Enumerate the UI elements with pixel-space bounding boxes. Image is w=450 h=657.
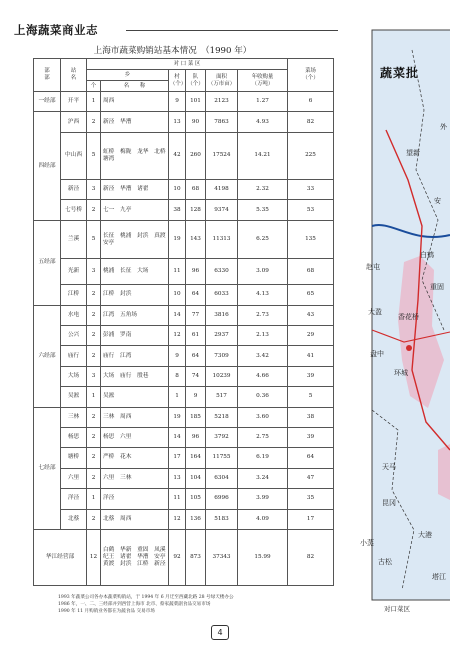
table-row (34, 407, 334, 427)
yield-cell: 4.66 (238, 366, 288, 386)
field-cell: 82 (288, 529, 334, 585)
village-cell: 9 (169, 92, 186, 112)
yield-cell: 4.09 (238, 509, 288, 529)
station-cell: 光新 (61, 259, 87, 285)
village-cell: 19 (169, 407, 186, 427)
book-title: 上海蔬菜商业志 (14, 23, 98, 37)
area-cell: 5218 (206, 407, 238, 427)
yield-cell: 6.25 (238, 220, 288, 259)
footnote: 1986 年，一、二、三经部并到西营上海市 北市、蔡家蔬菜副食品交易市场 (58, 602, 211, 608)
station-cell: 北蔡 (61, 509, 87, 529)
station-cell: 杨思 (61, 427, 87, 447)
col-xiang-header: 乡 (87, 70, 169, 81)
team-cell: 185 (186, 407, 206, 427)
station-cell: 庙行 (61, 346, 87, 366)
area-cell: 3792 (206, 427, 238, 447)
field-cell: 225 (288, 132, 334, 179)
team-cell: 164 (186, 448, 206, 468)
col-xiang-name-header: 名 称 (101, 81, 169, 92)
village-cell: 13 (169, 112, 186, 132)
village-cell: 10 (169, 285, 186, 305)
team-cell: 77 (186, 305, 206, 325)
area-cell: 2123 (206, 92, 238, 112)
yield-cell: 2.75 (238, 427, 288, 447)
station-cell: 中山西 (61, 132, 87, 179)
xiang-count-cell: 2 (87, 326, 101, 346)
xiang-count-cell: 12 (87, 529, 101, 585)
table-row (34, 529, 334, 585)
yield-cell: 3.60 (238, 407, 288, 427)
field-cell: 17 (288, 509, 334, 529)
xiang-count-cell: 1 (87, 489, 101, 509)
village-cell: 11 (169, 489, 186, 509)
area-cell: 9374 (206, 200, 238, 220)
table-row (34, 468, 334, 488)
village-cell: 9 (169, 346, 186, 366)
xiang-names-cell: 严桥 花木 (101, 448, 169, 468)
field-cell: 53 (288, 200, 334, 220)
xiang-names-cell: 虹桥 梅陇 龙华 北桥 塘湾 (101, 132, 169, 179)
map-place-label: 塔江 (432, 573, 446, 581)
area-cell: 3816 (206, 305, 238, 325)
xiang-names-cell: 七一 九亭 (101, 200, 169, 220)
map-place-label: 望新 (406, 149, 420, 157)
map-site-marker (406, 345, 412, 351)
xiang-names-cell: 庙行 江湾 (101, 346, 169, 366)
xiang-count-cell: 3 (87, 366, 101, 386)
area-cell: 7309 (206, 346, 238, 366)
village-cell: 11 (169, 259, 186, 285)
station-cell: 大场 (61, 366, 87, 386)
area-cell: 17524 (206, 132, 238, 179)
table-row (34, 489, 334, 509)
map-place-label: 白鹤 (420, 251, 434, 259)
xiang-count-cell: 2 (87, 285, 101, 305)
xiang-count-cell: 5 (87, 132, 101, 179)
area-cell: 11313 (206, 220, 238, 259)
page-number: 4 (211, 625, 229, 640)
dept-cell: 七经部 (34, 407, 61, 529)
xiang-count-cell: 5 (87, 220, 101, 259)
map-place-label: 昆冈 (382, 499, 396, 507)
xiang-count-cell: 2 (87, 509, 101, 529)
xiang-count-cell: 2 (87, 427, 101, 447)
station-cell: 江桥 (61, 285, 87, 305)
map-title: 蔬菜批 (380, 66, 420, 80)
xiang-names-cell: 三林 周西 (101, 407, 169, 427)
xiang-count-cell: 2 (87, 407, 101, 427)
col-area-header: 对 口 菜 区 (87, 59, 288, 70)
team-cell: 64 (186, 285, 206, 305)
field-cell: 35 (288, 489, 334, 509)
yield-cell: 3.99 (238, 489, 288, 509)
area-cell: 4198 (206, 180, 238, 200)
yield-cell: 4.93 (238, 112, 288, 132)
yield-cell: 3.24 (238, 468, 288, 488)
yield-cell: 0.36 (238, 387, 288, 407)
xiang-names-cell: 江桥 封浜 (101, 285, 169, 305)
village-cell: 42 (169, 132, 186, 179)
map-place-label: 赵屯 (366, 263, 380, 271)
xiang-count-cell: 2 (87, 305, 101, 325)
area-cell: 37343 (206, 529, 238, 585)
col-dept-header: 部 部 (34, 59, 61, 92)
yield-cell: 2.13 (238, 326, 288, 346)
xiang-names-cell: 杨思 六里 (101, 427, 169, 447)
station-cell: 洋泾 (61, 489, 87, 509)
village-cell: 92 (169, 529, 186, 585)
team-cell: 260 (186, 132, 206, 179)
table-row (34, 509, 334, 529)
village-cell: 13 (169, 468, 186, 488)
xiang-names-cell: 北蔡 周西 (101, 509, 169, 529)
area-cell: 10239 (206, 366, 238, 386)
xiang-count-cell: 1 (87, 387, 101, 407)
village-cell: 14 (169, 427, 186, 447)
footnotes (58, 594, 338, 615)
area-cell: 6996 (206, 489, 238, 509)
map-panel (352, 30, 450, 600)
header-rule (126, 30, 338, 31)
table-row (34, 448, 334, 468)
field-cell: 64 (288, 448, 334, 468)
station-cell: 开平 (61, 92, 87, 112)
area-cell: 5183 (206, 509, 238, 529)
dept-cell: 一经部 (34, 92, 61, 112)
xiang-count-cell: 2 (87, 448, 101, 468)
xiang-count-cell: 2 (87, 468, 101, 488)
field-cell: 38 (288, 407, 334, 427)
xiang-names-cell: 周西 (101, 92, 169, 112)
team-cell: 64 (186, 346, 206, 366)
village-cell: 10 (169, 180, 186, 200)
area-cell: 6033 (206, 285, 238, 305)
yield-cell: 14.21 (238, 132, 288, 179)
field-cell: 33 (288, 180, 334, 200)
xiang-names-cell: 洋泾 (101, 489, 169, 509)
team-cell: 96 (186, 259, 206, 285)
table-row (34, 132, 334, 179)
station-cell: 兰溪 (61, 220, 87, 259)
field-cell: 5 (288, 387, 334, 407)
xiang-count-cell: 2 (87, 200, 101, 220)
yield-cell: 2.73 (238, 305, 288, 325)
village-cell: 14 (169, 305, 186, 325)
yield-cell: 3.42 (238, 346, 288, 366)
table-row (34, 305, 334, 325)
team-cell: 104 (186, 468, 206, 488)
station-cell: 水电 (61, 305, 87, 325)
table-row (34, 366, 334, 386)
xiang-count-cell: 1 (87, 92, 101, 112)
col-yield-header: 年收购量 （万吨） (238, 70, 288, 92)
area-cell: 11755 (206, 448, 238, 468)
team-cell: 873 (186, 529, 206, 585)
map-place-label: 天马 (382, 463, 396, 471)
area-cell: 6330 (206, 259, 238, 285)
table-row (34, 387, 334, 407)
table-row (34, 180, 334, 200)
station-cell: 公兴 (61, 326, 87, 346)
table-row (34, 220, 334, 259)
team-cell: 61 (186, 326, 206, 346)
field-cell: 82 (288, 112, 334, 132)
village-cell: 12 (169, 326, 186, 346)
col-station-header: 站 名 (61, 59, 87, 92)
area-cell: 2937 (206, 326, 238, 346)
vegetable-station-table (33, 58, 334, 586)
xiang-count-cell: 3 (87, 180, 101, 200)
team-cell: 74 (186, 366, 206, 386)
station-cell: 吴淞 (61, 387, 87, 407)
xiang-names-cell: 新泾 华漕 (101, 112, 169, 132)
map-place-label: 大港 (418, 531, 432, 539)
col-village-header: 村 （个） (169, 70, 186, 92)
map-pink-area (438, 444, 450, 500)
map-place-label: 安 (434, 197, 441, 205)
field-cell: 65 (288, 285, 334, 305)
village-cell: 17 (169, 448, 186, 468)
table-caption: 上海市蔬菜购销站基本情况 （1990 年） (93, 46, 252, 56)
map-place-label: 香花桥 (398, 313, 419, 321)
field-cell: 6 (288, 92, 334, 112)
table-row (34, 326, 334, 346)
xiang-names-cell: 江湾 五角场 (101, 305, 169, 325)
yield-cell: 4.13 (238, 285, 288, 305)
dept-cell: 六经部 (34, 305, 61, 407)
yield-cell: 5.35 (238, 200, 288, 220)
xiang-names-cell: 吴淞 (101, 387, 169, 407)
map-place-label: 小蒸 (360, 539, 374, 547)
station-cell: 三林 (61, 407, 87, 427)
team-cell: 136 (186, 509, 206, 529)
area-cell: 7863 (206, 112, 238, 132)
xiang-names-cell: 彭浦 罗南 (101, 326, 169, 346)
team-cell: 101 (186, 92, 206, 112)
xiang-names-cell: 长征 桃浦 封浜 真渡 安亭 (101, 220, 169, 259)
station-cell: 新泾 (61, 180, 87, 200)
yield-cell: 3.09 (238, 259, 288, 285)
map-place-label: 外 (440, 123, 447, 131)
area-cell: 6304 (206, 468, 238, 488)
team-cell: 90 (186, 112, 206, 132)
team-cell: 105 (186, 489, 206, 509)
map-place-label: 重固 (430, 283, 444, 291)
yield-cell: 1.27 (238, 92, 288, 112)
team-cell: 9 (186, 387, 206, 407)
table-row (34, 112, 334, 132)
station-cell: 沪西 (61, 112, 87, 132)
team-cell: 143 (186, 220, 206, 259)
field-cell: 47 (288, 468, 334, 488)
team-cell: 68 (186, 180, 206, 200)
area-cell: 517 (206, 387, 238, 407)
col-team-header: 队 （个） (186, 70, 206, 92)
field-cell: 135 (288, 220, 334, 259)
field-cell: 41 (288, 346, 334, 366)
station-cell: 六里 (61, 468, 87, 488)
xiang-count-cell: 2 (87, 112, 101, 132)
col-area-mu-header: 面积 （万市亩） (206, 70, 238, 92)
xiang-names-cell: 大场 庙行 殷巷 (101, 366, 169, 386)
xiang-count-cell: 2 (87, 346, 101, 366)
yield-cell: 15.99 (238, 529, 288, 585)
dept-cell: 华江经营部 (34, 529, 87, 585)
xiang-names-cell: 六里 三林 (101, 468, 169, 488)
xiang-names-cell: 新泾 华漕 诸翟 (101, 180, 169, 200)
xiang-names-cell: 桃浦 长征 大场 (101, 259, 169, 285)
table-row (34, 92, 334, 112)
table-row (34, 259, 334, 285)
xiang-count-cell: 3 (87, 259, 101, 285)
footnote: 1993 年蔬菜公司各办本蔬菜购销站，于 1994 年 6 月迁至西藏北路 28 号绿天楼办公 (58, 595, 234, 600)
xiang-names-cell: 白鹤 华新 重固 凤溪 纪王 诸翟 华漕 安亭 黄渡 封浜 江桥 新泾 (101, 529, 169, 585)
field-cell: 68 (288, 259, 334, 285)
village-cell: 38 (169, 200, 186, 220)
map-place-label: 环城 (394, 369, 408, 377)
team-cell: 128 (186, 200, 206, 220)
field-cell: 43 (288, 305, 334, 325)
col-xiang-count-header: 个 (87, 81, 101, 92)
yield-cell: 2.32 (238, 180, 288, 200)
table-row (34, 285, 334, 305)
village-cell: 19 (169, 220, 186, 259)
map-place-label: 大盈 (368, 308, 382, 316)
running-header (14, 22, 334, 38)
field-cell: 39 (288, 366, 334, 386)
dept-cell: 五经部 (34, 220, 61, 305)
dept-cell: 四经部 (34, 112, 61, 220)
map-place-label: 古松 (378, 558, 392, 566)
field-cell: 39 (288, 427, 334, 447)
team-cell: 96 (186, 427, 206, 447)
table-row (34, 427, 334, 447)
yield-cell: 6.19 (238, 448, 288, 468)
station-cell: 塘桥 (61, 448, 87, 468)
village-cell: 8 (169, 366, 186, 386)
footnote: 1990 年 11 月购销业务都在为蔬食品 交易市场 (58, 609, 155, 615)
map-place-label: 盘中 (370, 350, 384, 358)
table-row (34, 200, 334, 220)
table-row (34, 346, 334, 366)
map-caption: 对口菜区 (384, 605, 410, 613)
field-cell: 29 (288, 326, 334, 346)
village-cell: 12 (169, 509, 186, 529)
col-field-header: 菜场 （个） (288, 59, 334, 92)
station-cell: 七号桥 (61, 200, 87, 220)
village-cell: 1 (169, 387, 186, 407)
